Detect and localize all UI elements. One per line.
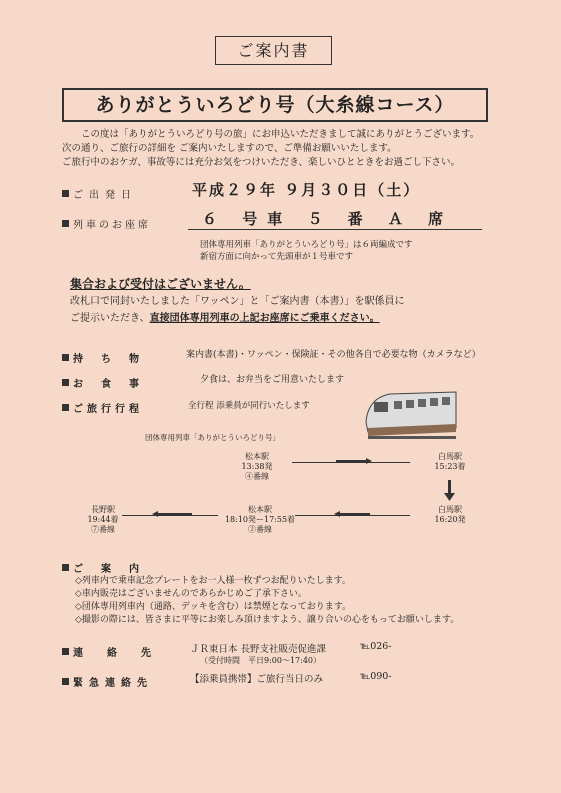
meal-label: お食事 [73, 379, 157, 390]
station-time: 15:23着 [434, 462, 466, 471]
departure-date: 平成２９年 ９月３０日（土） [192, 181, 421, 199]
belongings-label: 持ち物 [73, 354, 157, 365]
seat-row [62, 213, 151, 232]
intro-line: ご旅行中のおケガ、事故等には充分お気をつけいただき、楽しいひとときをお過ごし下さい。 [62, 157, 461, 168]
emergency-tel: ℡090- [360, 671, 392, 682]
train-icon [360, 388, 460, 444]
seat-value: ６ 号車 ５ 番 Ａ 席 [188, 208, 482, 230]
meeting-line-2 [70, 311, 380, 326]
guide-label: ご案内 [73, 564, 157, 575]
route-arrow-bar [158, 513, 192, 515]
train-name: 団体専用列車「ありがとういろどり号」 [145, 433, 280, 442]
bullet-square-icon [62, 564, 69, 571]
bullet-square-icon [62, 648, 69, 655]
intro-line: 次の通り、ご旅行の詳細を ご案内いたしますので、ご準備お願いいたします。 [62, 143, 397, 154]
guide-row [62, 557, 157, 576]
meeting-line-2a: ご提示いただき、 [70, 313, 150, 324]
seat-note-1: 団体専用列車「ありがとういろどり号」は６両編成です [200, 240, 413, 250]
contact-row [62, 641, 175, 660]
route-line [295, 515, 410, 516]
seat-label: 列車のお座席 [73, 220, 151, 231]
station-track: ④番線 [245, 472, 269, 481]
route-arrow-bar [340, 513, 370, 515]
guide-item: ◇列車内で乗車記念プレートをお一人様一枚ずつお配りいたします。 [75, 576, 351, 586]
station-time: 19:44着 [87, 515, 119, 524]
contact-org: ＪＲ東日本 長野支社販売促進課 [190, 644, 327, 655]
emergency-contact: 【添乗員携帯】ご旅行当日のみ [190, 674, 324, 685]
bullet-square-icon [62, 379, 69, 386]
station-name: 松本駅 [245, 452, 269, 461]
meal-value: 夕食は、お弁当をご用意いたします [200, 375, 345, 385]
contact-tel: ℡026- [360, 641, 392, 652]
guide-item: ◇撮影の際には、皆さまに平等にお楽しみ頂けますよう、譲り合いの心をもってお願いします。 [75, 615, 460, 625]
contact-hours: （受付時間 平日9:00～17:40） [200, 656, 322, 665]
station-track: ⑦番線 [91, 525, 115, 534]
departure-label: ご出発日 [73, 190, 137, 201]
arrow-right-icon [366, 458, 372, 464]
station-hakuba-1 [425, 452, 475, 472]
station-time: 13:38発 [241, 462, 273, 471]
intro-text [62, 128, 502, 170]
seat-note-2: 新宿方面に向かって先頭車が１号車です [200, 252, 354, 262]
station-name: 松本駅 [248, 505, 272, 514]
arrow-down-icon [443, 480, 457, 502]
station-matsumoto-2 [218, 505, 302, 535]
station-name: 長野駅 [91, 505, 115, 514]
document-title: ありがとういろどり号（大糸線コース） [62, 88, 488, 122]
guide-item: ◇車内販売はございませんのであらかじめご了承下さい。 [75, 589, 307, 599]
emergency-label: 緊急連絡先 [73, 678, 153, 689]
emergency-row [62, 671, 153, 690]
station-matsumoto-1 [232, 452, 282, 482]
bullet-square-icon [62, 354, 69, 361]
intro-line: この度は「ありがとういろどり号の旅」にお申込いただきまして誠にありがとうございます。 [81, 129, 480, 140]
route-line [122, 515, 218, 516]
meeting-heading: 集合および受付はございません。 [70, 277, 251, 291]
bullet-square-icon [62, 190, 69, 197]
belongings-row [62, 347, 157, 366]
bullet-square-icon [62, 220, 69, 227]
document-header: ご案内書 [215, 36, 332, 65]
station-nagano [78, 505, 128, 535]
station-time: 18:10発ー17:55着 [224, 515, 296, 524]
route-line [292, 462, 410, 463]
meal-row [62, 372, 157, 391]
station-time: 16:20発 [434, 515, 466, 524]
station-name: 白馬駅 [438, 505, 462, 514]
station-hakuba-2 [425, 505, 475, 525]
itinerary-row [62, 397, 143, 416]
meeting-line-1: 改札口で同封いたしました「ワッペン」と「ご案内書（本書）」を駅係員に [70, 296, 405, 307]
bullet-square-icon [62, 678, 69, 685]
route-arrow-bar [336, 460, 366, 462]
arrow-left-icon [152, 511, 158, 517]
departure-row [62, 183, 137, 202]
meeting-line-2b: 直接団体専用列車の上記お座席にご乗車ください。 [149, 313, 380, 324]
itinerary-note: 全行程 添乗員が同行いたします [188, 401, 310, 411]
belongings-value: 案内書(本書)・ワッペン・保険証・その他各自で必要な物（カメラなど） [186, 350, 481, 360]
station-name: 白馬駅 [438, 452, 462, 461]
arrow-left-icon [334, 511, 340, 517]
station-track: ②番線 [248, 525, 272, 534]
contact-label: 連絡先 [73, 648, 175, 659]
bullet-square-icon [62, 404, 69, 411]
guide-list [75, 575, 459, 627]
itinerary-label: ご旅行行程 [73, 404, 143, 415]
guide-item: ◇団体専用列車内（通路、デッキを含む）は禁煙となっております。 [75, 602, 352, 612]
